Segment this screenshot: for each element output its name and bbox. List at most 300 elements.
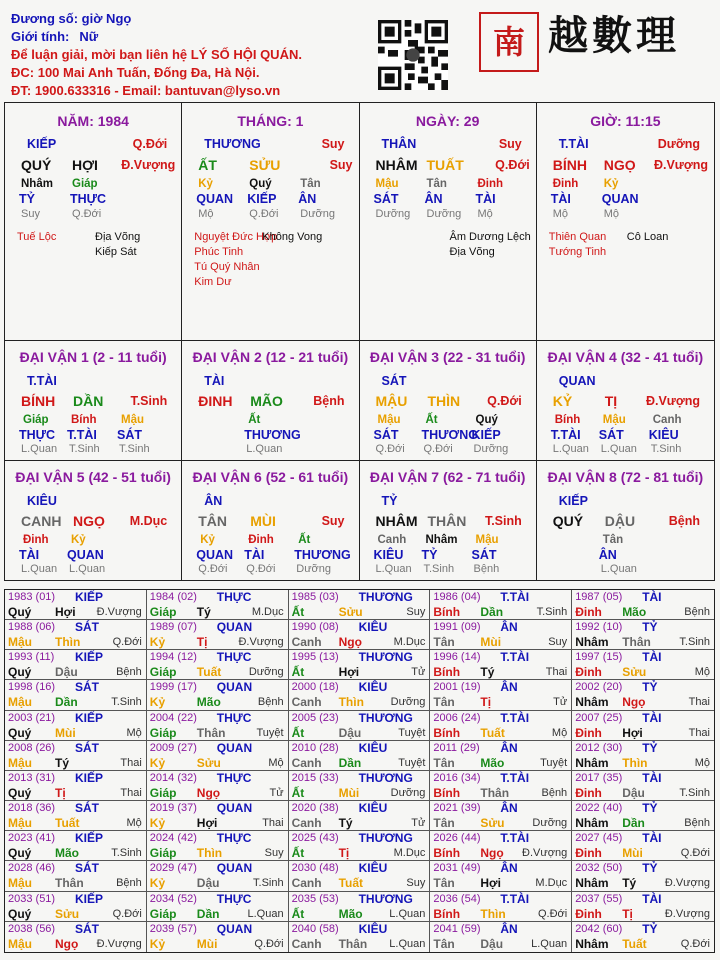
dai-van-god: KIÊU (27, 493, 57, 508)
hidden-stem: Kỷ (200, 533, 215, 546)
year-branch: Thân (338, 936, 368, 951)
year-label: 1985 (03) (291, 591, 339, 603)
hidden-god: TÀI (475, 192, 496, 206)
pillar-branch: TUẤT (426, 157, 464, 173)
hidden-stage: Q.Đới (423, 443, 453, 455)
year-god: TÀI (642, 650, 662, 665)
star-text: Tuế Lộc (17, 231, 57, 243)
pillar-title: NGÀY: 29 (415, 113, 480, 129)
year-stem: Canh (291, 755, 322, 770)
dai-van-branch: NGỌ (73, 512, 105, 529)
year-label: 1992 (10) (575, 621, 623, 634)
year-stage: Tử (553, 696, 568, 709)
year-cell (289, 892, 431, 922)
year-branch: Tý (622, 876, 637, 891)
pillar-branch-stage: Suy (329, 158, 353, 172)
year-stage: Bệnh (116, 666, 142, 679)
year-stage: Đ.Vượng (96, 606, 142, 618)
dai-van-god: SÁT (381, 374, 407, 388)
year-stem: Giáp (149, 906, 177, 921)
pillar-cell (182, 103, 359, 340)
year-stem: Giáp (149, 605, 177, 619)
year-god: T.TÀI (500, 891, 530, 906)
year-cell (289, 861, 431, 891)
hidden-stem: Ất (425, 414, 438, 426)
year-branch: Tý (480, 665, 495, 680)
hidden-god: ÂN (598, 547, 617, 562)
year-label: 1997 (15) (575, 651, 623, 664)
hidden-stage: Q.Đới (375, 443, 405, 455)
pillar-stage: Suy (498, 137, 522, 151)
year-label: 1986 (04) (433, 591, 481, 603)
hidden-stage: L.Quan (552, 443, 589, 455)
year-label: 1988 (06) (8, 621, 56, 634)
pillar-title: NĂM: 1984 (57, 113, 129, 129)
gender-label: Giới tính: (11, 29, 70, 44)
year-branch: Thìn (55, 635, 81, 650)
header-info (11, 10, 302, 100)
year-label: 2012 (30) (575, 741, 623, 754)
year-stem: Kỷ (149, 695, 166, 710)
contact-line: Để luận giải, mời bạn liên hệ LÝ SỐ HỘI QUÁN. (11, 47, 302, 62)
year-stem: Tân (433, 936, 455, 951)
year-branch: Sửu (480, 816, 505, 831)
year-god: T.TÀI (500, 590, 530, 604)
year-branch: Dần (338, 755, 362, 770)
year-branch: Mùi (338, 785, 360, 800)
pillar-branch-stage: Q.Đới (495, 158, 530, 172)
inauspicious-stars (95, 230, 140, 260)
dai-van-god: ÂN (204, 493, 223, 508)
year-stage: Suy (406, 877, 426, 890)
year-cell (572, 801, 714, 831)
year-stem: Quý (8, 605, 32, 619)
dai-van-title: ĐẠI VẬN 6 (52 - 61 tuổi) (192, 468, 349, 485)
year-cell (289, 620, 431, 650)
pillar-cell (360, 103, 537, 340)
year-branch: Sửu (622, 665, 647, 680)
year-cell (147, 771, 289, 801)
year-cell (430, 650, 572, 680)
pillar-branch: SỬU (249, 157, 281, 173)
year-label: 2024 (42) (149, 832, 197, 845)
year-god: KIÊU (358, 680, 388, 695)
year-stage: T.Sinh (679, 786, 710, 799)
year-stem: Đinh (575, 846, 602, 861)
owner-line: Đương số: giờ Ngọ (11, 11, 132, 26)
pillar-stem: BÍNH (552, 157, 587, 173)
year-stage: Bệnh (684, 606, 710, 618)
year-cell (5, 771, 147, 801)
year-cell (572, 711, 714, 741)
year-god: KIÊU (358, 740, 388, 755)
year-god: SÁT (75, 861, 99, 876)
year-stage: Tử (411, 817, 426, 830)
hidden-god: KIẾP (471, 428, 501, 442)
year-branch: Sửu (338, 605, 363, 619)
hidden-stem: Tân (300, 178, 321, 190)
hidden-stage: Mộ (477, 208, 493, 220)
year-branch: Hợi (196, 816, 218, 831)
year-god: TÀI (642, 831, 662, 846)
dai-van-cell (182, 341, 359, 461)
year-cell (147, 741, 289, 771)
year-label: 1993 (11) (8, 651, 55, 664)
year-branch: Tuất (196, 665, 222, 680)
pillar-stage: Dưỡng (657, 137, 700, 151)
year-branch: Sửu (196, 755, 221, 770)
dai-van-title: ĐẠI VẬN 3 (22 - 31 tuổi) (369, 349, 526, 365)
hidden-stage: Dưỡng (375, 208, 411, 220)
year-branch: Mão (196, 695, 221, 710)
year-stem: Tân (433, 695, 455, 710)
year-god: KIÊU (358, 921, 388, 936)
year-label: 2037 (55) (575, 892, 623, 905)
year-label: 1998 (16) (8, 681, 56, 694)
hidden-stage: Dưỡng (296, 562, 332, 575)
dai-van-cell (5, 461, 182, 581)
hidden-god: TỶ (19, 192, 35, 206)
year-stage: Tử (269, 786, 284, 799)
hidden-stem: Mậu (375, 178, 399, 190)
year-stage: Đ.Vượng (522, 847, 568, 860)
hidden-god: THƯƠNG (294, 547, 351, 562)
inauspicious-stars (262, 230, 322, 245)
year-branch: Tị (196, 635, 208, 650)
dai-van-branch: DẬU (604, 512, 636, 529)
year-stage: L.Quan (247, 907, 284, 920)
hidden-stage: Mộ (603, 208, 620, 220)
year-stage: Đ.Vượng (96, 937, 142, 950)
star-text: Tướng Tinh (548, 246, 607, 258)
dai-van-title: ĐẠI VẬN 8 (72 - 81 tuổi) (547, 468, 704, 485)
star-text: Không Vong (262, 231, 323, 243)
year-stem: Đinh (575, 906, 602, 921)
year-stage: Thai (688, 726, 710, 739)
hidden-stage: Dưỡng (426, 208, 462, 220)
year-label: 2011 (29) (433, 741, 480, 754)
year-god: TÀI (642, 770, 662, 785)
year-stage: Bệnh (116, 877, 142, 890)
year-label: 2000 (18) (291, 681, 339, 694)
year-stage: Q.Đới (680, 847, 710, 860)
pillar-title: THÁNG: 1 (237, 113, 304, 129)
year-cell (572, 650, 714, 680)
dai-van-god: TỶ (381, 493, 398, 508)
year-branch: Mão (480, 755, 505, 770)
year-stage: M.Dục (393, 847, 426, 860)
dai-van-stage: Bệnh (313, 394, 345, 408)
pillar-stem: NHÂM (375, 157, 418, 173)
year-god: THỰC (216, 891, 252, 906)
year-cell (147, 680, 289, 710)
year-cell (572, 861, 714, 891)
star-text: Kiếp Sát (95, 246, 137, 258)
year-cell (430, 741, 572, 771)
year-cell (5, 711, 147, 741)
year-stem: Ất (291, 906, 305, 921)
year-branch: Mùi (55, 725, 76, 740)
hidden-stem: Đinh (552, 178, 579, 190)
year-stage: Dưỡng (390, 786, 426, 799)
year-cell (147, 831, 289, 861)
year-branch: Ngọ (196, 785, 221, 800)
year-stem: Tân (433, 755, 455, 770)
hidden-stage: L.Quan (21, 443, 58, 455)
inauspicious-stars (627, 230, 669, 245)
year-label: 2020 (38) (291, 802, 339, 815)
hidden-stem: Giáp (72, 178, 98, 190)
hidden-stem: Canh (377, 533, 407, 546)
year-god: T.TÀI (500, 650, 530, 665)
year-branch: Hợi (622, 725, 643, 740)
dai-van-cell (360, 461, 537, 581)
year-branch: Tý (338, 816, 353, 831)
year-label: 1994 (12) (149, 651, 197, 664)
pillar-stem: QUÝ (21, 157, 52, 173)
year-stage: Dưỡng (390, 696, 426, 709)
hidden-stage: Q.Đới (249, 208, 279, 220)
year-god: QUAN (216, 680, 253, 695)
year-stem: Canh (291, 695, 322, 710)
year-stem: Nhâm (575, 755, 609, 770)
year-branch: Tị (480, 695, 492, 710)
year-branch: Tuất (480, 725, 505, 740)
year-god: THỰC (216, 650, 252, 665)
star-text: Địa Võng (95, 231, 141, 243)
year-cell (572, 831, 714, 861)
year-cell (572, 741, 714, 771)
year-god: ÂN (500, 680, 518, 695)
year-label: 2023 (41) (8, 832, 56, 845)
year-stem: Đinh (575, 785, 602, 800)
year-cell (430, 831, 572, 861)
year-branch: Thìn (622, 755, 648, 770)
year-stem: Quý (8, 785, 32, 800)
dai-van-branch: THÌN (427, 393, 461, 409)
year-branch: Hợi (480, 876, 501, 891)
year-label: 1991 (09) (433, 621, 481, 634)
year-god: ÂN (500, 620, 518, 635)
year-label: 2039 (57) (149, 922, 197, 935)
year-stage: T.Sinh (536, 606, 568, 618)
hidden-stage: Dưỡng (300, 208, 336, 220)
year-god: QUAN (216, 921, 253, 936)
dai-van-stage: Bệnh (668, 513, 700, 528)
year-label: 2034 (52) (149, 892, 197, 905)
year-label: 2003 (21) (8, 711, 56, 724)
hidden-stem: Kỷ (603, 178, 619, 190)
year-label: 1983 (01) (8, 591, 56, 603)
pillar-branch: NGỌ (603, 157, 636, 173)
year-god: KIÊU (358, 620, 388, 635)
dai-van-stage: Đ.Vượng (645, 394, 700, 408)
year-stage: M.Dục (251, 606, 284, 618)
auspicious-stars (549, 230, 606, 260)
year-branch: Tị (622, 906, 633, 921)
star-text: Phúc Tinh (194, 246, 244, 258)
hidden-stem: Nhâm (21, 178, 53, 190)
year-cell (147, 620, 289, 650)
hidden-god: SÁT (373, 192, 399, 206)
year-stem: Bính (433, 785, 461, 800)
pillar-cell (5, 103, 182, 340)
year-stem: Nhâm (575, 635, 609, 650)
year-stage: Q.Đới (112, 636, 142, 649)
year-god: KIẾP (75, 710, 104, 725)
year-cell (5, 741, 147, 771)
dai-van-god: T.TÀI (27, 374, 57, 388)
year-god: KIÊU (358, 801, 388, 816)
year-stem: Canh (291, 816, 322, 831)
year-branch: Sửu (55, 906, 80, 921)
year-god: THỰC (216, 831, 252, 846)
year-cell (147, 801, 289, 831)
inauspicious-stars (450, 230, 531, 260)
year-cell (430, 801, 572, 831)
dai-van-cell (5, 341, 182, 461)
year-stage: Suy (264, 847, 284, 860)
hidden-stage: Bệnh (473, 562, 500, 575)
year-branch: Ngọ (480, 846, 504, 861)
hidden-god: SÁT (598, 428, 624, 442)
dai-van-table (4, 341, 715, 581)
year-label: 2007 (25) (575, 711, 623, 724)
year-god: ÂN (500, 861, 518, 876)
year-stem: Canh (291, 635, 322, 650)
hidden-stage: T.Sinh (69, 443, 100, 455)
year-branch: Thìn (480, 906, 506, 921)
year-cell (572, 892, 714, 922)
year-god: QUAN (216, 740, 253, 755)
year-stem: Mậu (8, 695, 32, 710)
hidden-stage: L.Quan (246, 443, 283, 455)
dai-van-stem: CANH (21, 512, 62, 529)
hidden-stem: Đinh (248, 533, 274, 546)
pillar-stage: Q.Đới (132, 137, 168, 151)
year-god: T.TÀI (500, 710, 530, 725)
year-god: SÁT (75, 740, 99, 755)
year-stage: Dưỡng (248, 666, 284, 679)
hidden-god: KIÊU (648, 428, 679, 442)
dai-van-stem: MẬU (375, 393, 408, 409)
hidden-stem: Quý (249, 178, 272, 190)
year-branch: Hợi (338, 665, 360, 680)
year-label: 2025 (43) (291, 832, 339, 845)
pillar-stem: ẤT (198, 157, 217, 173)
pillar-title: GIỜ: 11:15 (590, 113, 661, 129)
dai-van-branch: MÃO (250, 393, 283, 409)
year-god: ÂN (500, 740, 518, 755)
year-label: 1990 (08) (291, 621, 339, 634)
year-stage: Tuyệt (256, 726, 284, 739)
gender-line (11, 28, 302, 46)
year-god: TÀI (642, 590, 662, 604)
year-label: 1987 (05) (575, 591, 623, 603)
star-text: Tú Quý Nhân (194, 261, 260, 273)
year-cell (5, 922, 147, 952)
year-stem: Giáp (149, 846, 177, 861)
hidden-god: QUAN (196, 192, 234, 206)
year-label: 2009 (27) (149, 741, 197, 754)
year-god: KIẾP (75, 891, 104, 906)
year-label: 2014 (32) (149, 771, 197, 784)
hidden-stem: Mậu (475, 533, 499, 546)
dai-van-stem: TÂN (198, 512, 228, 529)
year-god: THƯƠNG (358, 590, 413, 604)
year-god: THỰC (216, 710, 252, 725)
year-branch: Thân (480, 785, 510, 800)
dai-van-stage: T.Sinh (484, 513, 522, 528)
hidden-stem: Tân (602, 533, 624, 546)
year-branch: Tị (55, 785, 66, 800)
year-cell (289, 650, 431, 680)
year-cell (5, 892, 147, 922)
hidden-stem: Bính (71, 414, 97, 426)
year-god: THƯƠNG (358, 831, 413, 846)
year-label: 2036 (54) (433, 892, 481, 905)
year-stem: Kỷ (149, 755, 166, 770)
year-stem: Nhâm (575, 695, 609, 710)
dai-van-god: TÀI (204, 374, 225, 388)
hidden-stem: Kỷ (71, 533, 86, 546)
hidden-stage: L.Quan (375, 562, 412, 575)
year-label: 1996 (14) (433, 651, 481, 664)
dai-van-cell (360, 341, 537, 461)
year-cell (5, 590, 147, 620)
hidden-stem: Bính (554, 414, 581, 426)
hidden-stem: Nhâm (425, 533, 458, 546)
year-god: TÀI (642, 891, 662, 906)
hidden-god: TÀI (19, 547, 40, 562)
hidden-god: ÂN (424, 192, 443, 206)
year-stage: Bệnh (541, 786, 568, 799)
star-text: Cô Loan (626, 231, 669, 243)
hidden-stage: Mộ (198, 208, 214, 220)
year-branch: Mùi (622, 846, 643, 861)
year-cell (147, 892, 289, 922)
year-stem: Bính (433, 665, 461, 680)
year-label: 2026 (44) (433, 832, 481, 845)
year-cell (5, 680, 147, 710)
year-stage: Mộ (694, 666, 710, 679)
hidden-god: THƯƠNG (421, 428, 478, 442)
year-stage: Thai (120, 756, 142, 769)
hidden-stem: Giáp (23, 414, 49, 426)
year-god: THỰC (216, 590, 252, 604)
year-stem: Kỷ (149, 936, 166, 951)
year-cell (289, 922, 431, 952)
year-stage: Tuyệt (398, 726, 426, 739)
year-god: KIẾP (75, 831, 104, 846)
year-stage: Dưỡng (532, 817, 568, 830)
year-stage: Thai (262, 817, 284, 830)
year-cell (147, 711, 289, 741)
year-stem: Quý (8, 906, 32, 921)
pillar-god: THƯƠNG (204, 137, 261, 151)
auspicious-stars (17, 230, 56, 245)
pillar-god: KIẾP (27, 137, 57, 151)
pillar-god: THÂN (381, 137, 417, 151)
year-cell (5, 801, 147, 831)
dai-van-branch: MÙI (250, 512, 276, 529)
year-cell (5, 861, 147, 891)
year-stem: Quý (8, 725, 32, 740)
year-god: QUAN (216, 801, 253, 816)
year-cell (430, 861, 572, 891)
year-cell (5, 650, 147, 680)
year-branch: Dần (622, 816, 645, 831)
